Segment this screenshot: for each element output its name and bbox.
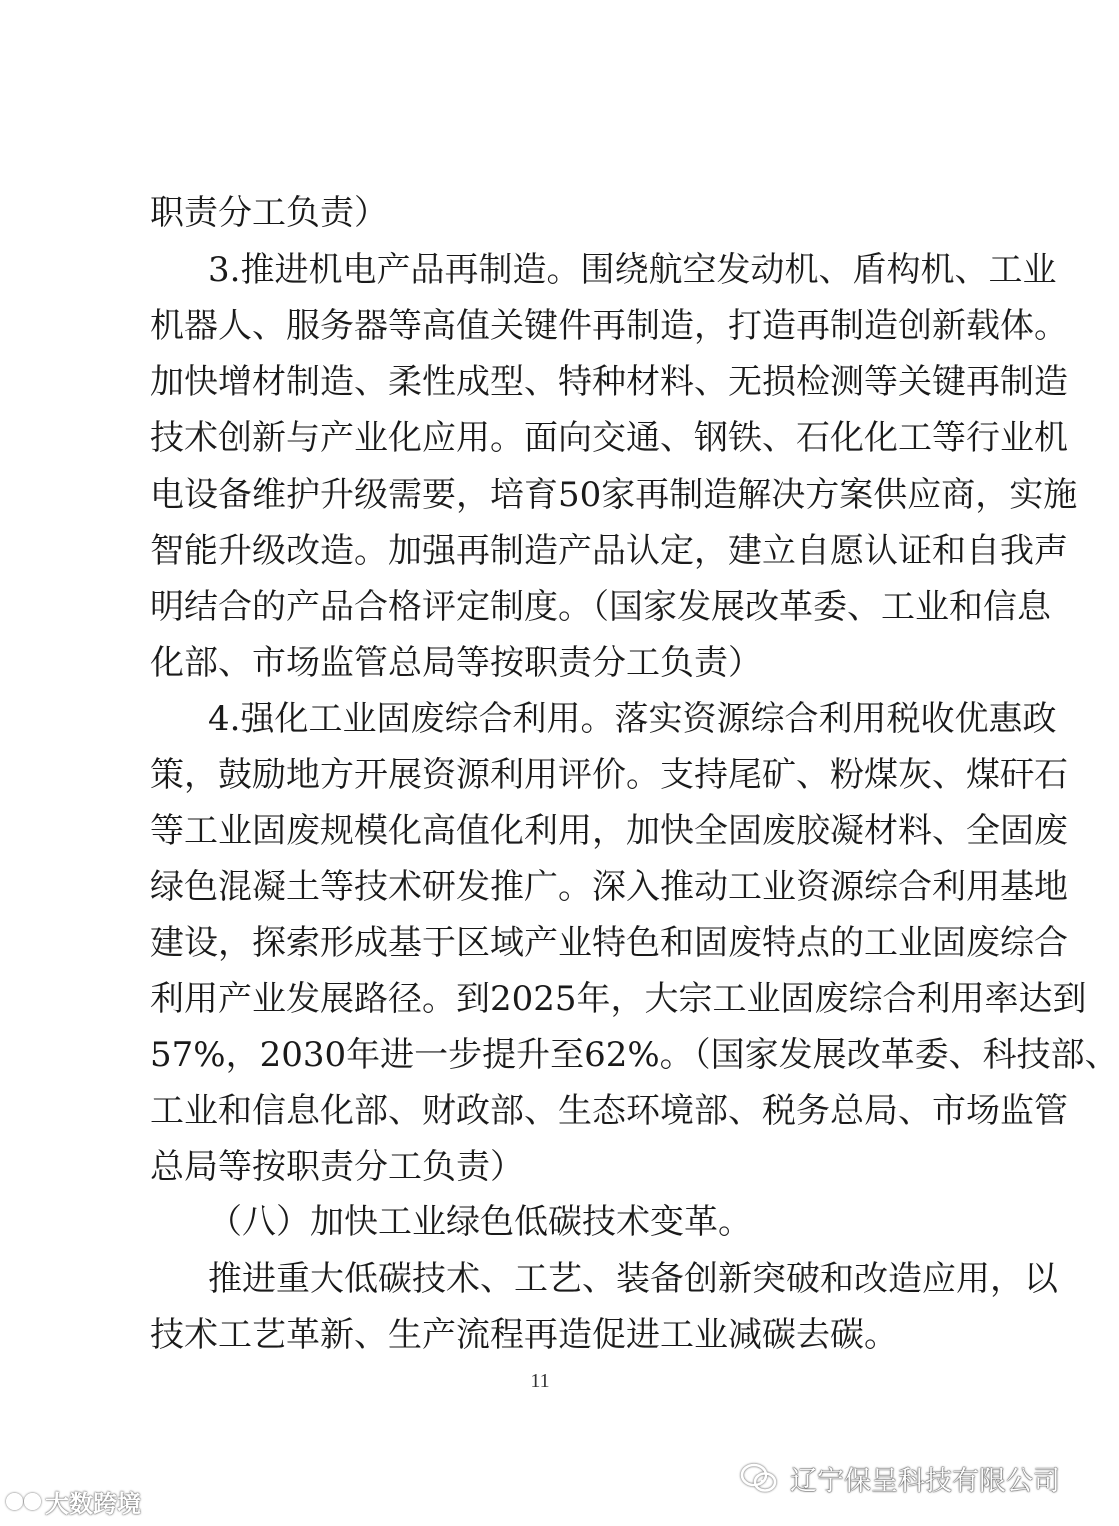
- text-line: 等工业固废规模化高值化利用，加快全固废胶凝材料、全固废: [150, 811, 1068, 851]
- text-line: 技术创新与产业化应用。面向交通、钢铁、石化化工等行业机: [150, 418, 1068, 458]
- text-line: 推进重大低碳技术、工艺、装备创新突破和改造应用，以: [208, 1259, 1058, 1299]
- text-line: 建设，探索形成基于区域产业特色和固废特点的工业固废综合: [150, 923, 1068, 963]
- text-line: 职责分工负责）: [150, 193, 388, 233]
- logo-circles-icon: [6, 1493, 41, 1510]
- text-line: 化部、市场监管总局等按职责分工负责）: [150, 643, 762, 683]
- text-line: 明结合的产品合格评定制度。（国家发展改革委、工业和信息: [150, 587, 1051, 627]
- text-line: 机器人、服务器等高值关键件再制造，打造再制造创新载体。: [150, 306, 1068, 346]
- wechat-watermark: [740, 1458, 1060, 1498]
- corner-watermark: [6, 1486, 141, 1516]
- text-line: 工业和信息化部、财政部、生态环境部、税务总局、市场监管: [150, 1091, 1068, 1131]
- page-number: 11: [530, 1370, 550, 1392]
- text-line: 利用产业发展路径。到2025年，大宗工业固废综合利用率达到: [150, 979, 1087, 1019]
- text-line: 57%，2030年进一步提升至62%。（国家发展改革委、科技部、: [150, 1035, 1119, 1075]
- text-line: 3.推进机电产品再制造。围绕航空发动机、盾构机、工业: [208, 250, 1057, 290]
- text-line: 绿色混凝土等技术研发推广。深入推动工业资源综合利用基地: [150, 867, 1068, 907]
- text-line: 4.强化工业固废综合利用。落实资源综合利用税收优惠政: [208, 699, 1057, 739]
- text-line: 电设备维护升级需要，培育50家再制造解决方案供应商，实施: [150, 475, 1078, 515]
- text-line: 策，鼓励地方开展资源利用评价。支持尾矿、粉煤灰、煤矸石: [150, 755, 1068, 795]
- watermark-account-name: 辽宁保呈科技有限公司: [790, 1465, 1060, 1497]
- text-line: 智能升级改造。加强再制造产品认定，建立自愿认证和自我声: [150, 531, 1068, 571]
- text-line: 加快增材制造、柔性成型、特种材料、无损检测等关键再制造: [150, 362, 1068, 402]
- text-line: 技术工艺革新、生产流程再造促进工业减碳去碳。: [150, 1315, 898, 1355]
- section-heading: （八）加快工业绿色低碳技术变革。: [208, 1202, 752, 1242]
- text-line: 总局等按职责分工负责）: [150, 1147, 524, 1187]
- watermark-brand: 大数跨境: [45, 1489, 141, 1518]
- wechat-icon: [740, 1462, 778, 1494]
